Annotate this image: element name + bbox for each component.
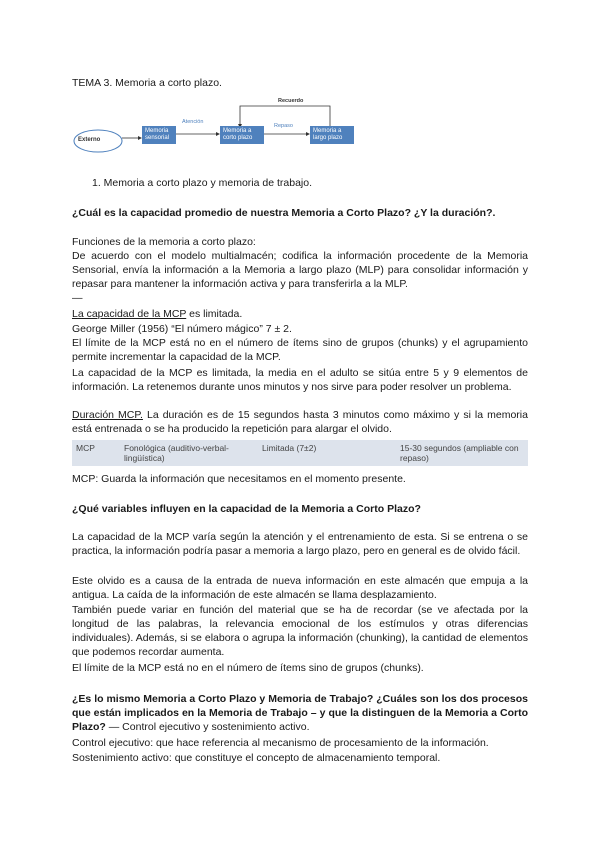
mcp-summary-table (72, 440, 528, 466)
label-atencion: Atención (182, 119, 204, 125)
question-working-memory-answer: — Control ejecutivo y sostenimiento activo. (105, 721, 310, 733)
question-capacity: ¿Cuál es la capacidad promedio de nuestra Memoria a Corto Plazo? ¿Y la duración?. (72, 207, 496, 219)
separator-dash: — (72, 292, 83, 304)
label-externo: Externo (78, 137, 101, 143)
table-cell: Fonológica (auditivo-verbal-lingüística) (124, 443, 229, 463)
mcp-definition: MCP: Guarda la información que necesitamos en el momento presente. (72, 473, 406, 485)
table-cell: 15-30 segundos (ampliable con repaso) (400, 443, 519, 463)
doc-title: TEMA 3. Memoria a corto plazo. (72, 77, 222, 89)
table-row (72, 440, 528, 466)
memory-model-diagram (68, 96, 368, 158)
limit-paragraph: El límite de la MCP está no en el número de ítems sino de grupos (chunks) y el agrupamiento permite incrementar la capacidad de la MCP. (72, 337, 528, 363)
list-item-1: 1. Memoria a corto plazo y memoria de trabajo. (92, 177, 313, 189)
duration-rest: La duración es de 15 segundos hasta 3 minutos como máximo y si la memoria está entrenada o se ha producido la repetición para alargar el olvido. (72, 409, 528, 435)
label-repaso: Repaso (274, 123, 293, 129)
question-working-memory (72, 692, 528, 734)
question-variables: ¿Qué variables influyen en la capacidad de la Memoria a Corto Plazo? (72, 503, 421, 515)
box-memoria-sensorial: Memoria sensorial (142, 126, 176, 144)
duration-paragraph (72, 408, 528, 436)
functions-title: Funciones de la memoria a corto plazo: (72, 236, 256, 248)
executive-control: Control ejecutivo: que hace referencia al mecanismo de procesamiento de la información. (72, 737, 489, 749)
box-memoria-largo-plazo: Memoria a largo plazo (310, 126, 354, 144)
label-recuerdo: Recuerdo (278, 98, 304, 104)
table-cell: Limitada (7±2) (262, 443, 317, 453)
box-memoria-corto-plazo: Memoria a corto plazo (220, 126, 264, 144)
duration-underlined: Duración MCP. (72, 409, 143, 421)
active-maintenance: Sostenimiento activo: que constituye el concepto de almacenamiento temporal. (72, 752, 441, 764)
functions-body: De acuerdo con el modelo multialmacén; codifica la información procedente de la Memoria Sensorial, envía la información a la Memoria a largo plazo (MLP) para consolidar información y repasar para mantener la información activa y para transferirla a la MLP. (72, 250, 528, 290)
table-cell: MCP (76, 443, 95, 453)
variables-paragraph-1: La capacidad de la MCP varía según la atención y el entrenamiento de esta. Si se entrena o se practica, la información podría pasar a memoria a largo plazo, pero en general es de olvido fácil. (72, 531, 528, 557)
capacity-underlined: La capacidad de la MCP (72, 308, 187, 320)
miller-citation: George Miller (1956) “El número mágico” 7 ± 2. (72, 323, 292, 335)
capacity-paragraph: La capacidad de la MCP es limitada, la media en el adulto se sitúa entre 5 y 9 elementos de información. La retenemos durante unos minutos y nos sirve para poder resolver un problema. (72, 367, 528, 393)
question-working-memory-text: ¿Es lo mismo Memoria a Corto Plazo y Memoria de Trabajo? ¿Cuáles son los dos procesos que están implicados en la Memoria de Trabajo – y que la distinguen de la Memoria a Corto Plazo? (72, 693, 528, 733)
capacity-rest: es limitada. (186, 308, 243, 320)
variables-paragraph-4: El límite de la MCP está no en el número de ítems sino de grupos (chunks). (72, 662, 424, 674)
variables-paragraph-2: Este olvido es a causa de la entrada de nueva información en este almacén que empuja a la antigua. La caída de la información de este almacén se llama desplazamiento. (72, 575, 528, 601)
variables-paragraph-3: También puede variar en función del material que se ha de recordar (se ve afectada por la longitud de las palabras, la relevancia emocional de los estímulos y otras diferencias individuales). Además, si se elabora o agrupa la información (chunking), la cantidad de elementos que podemos recordar aumenta. (72, 604, 528, 658)
capacity-statement (72, 307, 528, 321)
